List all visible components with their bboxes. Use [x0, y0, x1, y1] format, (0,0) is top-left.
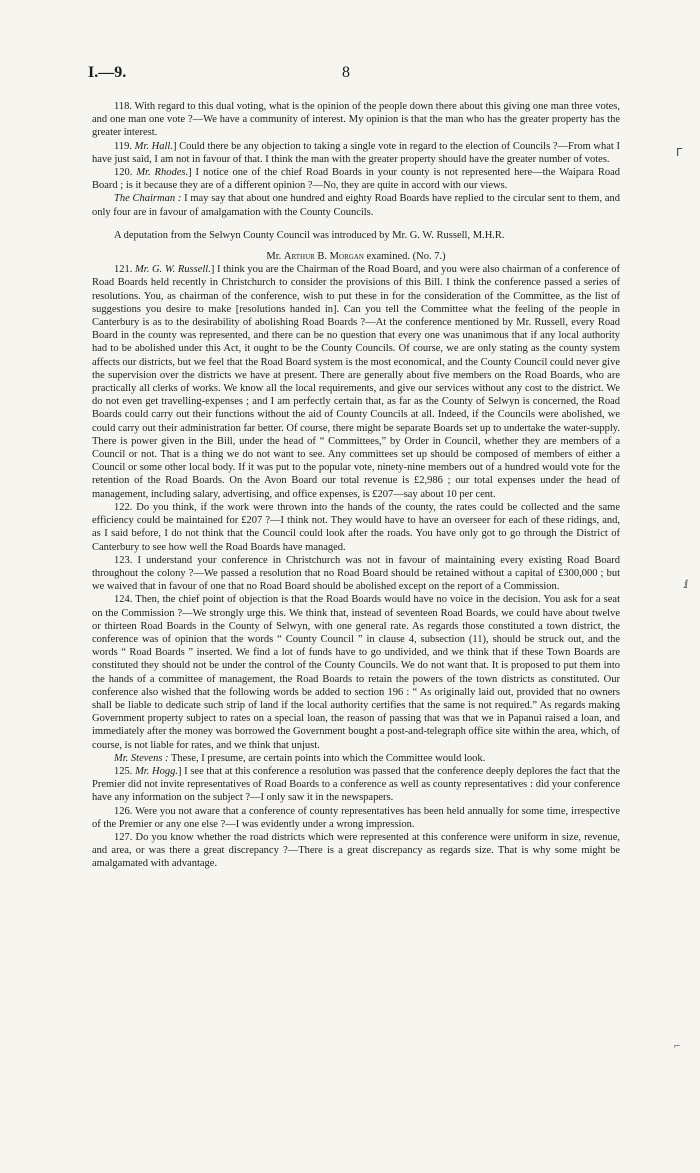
question-118: 118. With regard to this dual voting, what is the opinion of the people down there about this giving one man three votes, and one man one vote ?—We have a community of interest. My opinion is that the man who has the greater property has the greater interest. [92, 101, 620, 139]
margin-mark: ᒥ [676, 147, 683, 159]
question-119: 119. Mr. Hall.] Could there be any objection to taking a single vote in regard to the election of Councils ?—From what I have just said, I am not in favour of that. I think the man with the greater property should have the greater number of votes. [92, 140, 621, 165]
question-123: 123. I understand your conference in Christchurch was not in favour of maintaining every existing Road Board throughout the colony ?—We passed a resolution that no Road Board should be retained without a capital of £300,000 ; but we waived that in favour of one that no Road Board should be abolished except on the report of a Commission. [92, 554, 620, 593]
page-header [88, 64, 620, 86]
question-126: 126. Were you not aware that a conference of county representatives has been held annually for some time, irrespective of the Premier or any one else ?—I was evidently under a wrong impression. [92, 805, 621, 830]
question-124: 124. Then, the chief point of objection is that the Road Boards would have no voice in the decision. You ask for a seat on the Commission ?—We strongly urge this. We think that, instead of seventeen Road Boards, we could have about twelve or thirteen Road Boards in the County of Selwyn, with one general rate. As regards those constituted a town district, the conference was of opinion that the words “ County Council ” in clause 4, subsection (11), should be struck out, and the words “ Road Boards ” inserted. We find a lot of funds have to go undivided, and we think that if these Town Boards are constituted they should not be under the control of the County Councils. We do not want that. It is proposed to put them into the hands of a committee of management, the Road Boards to retain the powers of the town districts as constituted. Our conference also wished that the following words be added to section 196 : “ As originally laid out, provided that no owners shall be liable to dedicate such strip of land if the local authority certifies that the same is not required.” As regards making Government property subject to rates on a special loan, the reason of passing that was that we in Papanui raised a loan, and immediately after the money was borrowed the Government bought a post-and-telegraph office site within the area, which, of course, is not liable for rates, and we think that unjust. [92, 594, 620, 751]
question-127: 127. Do you know whether the road districts which were represented at this conference were uniform in size, revenue, and area, or was there a great discrepancy ?—There is a great discrepancy as regards size. That is why some might be amalgamated with advantage. [92, 831, 621, 870]
page-number: 8 [342, 64, 350, 81]
stevens-remark: Mr. Stevens : These, I presume, are certain points into which the Committee would look. [114, 752, 486, 764]
question-122: 122. Do you think, if the work were thrown into the hands of the county, the rates could be collected and the same efficiency could be maintained for £207 ?—I think not. They would have to have an overseer for each of these ridings, and, as I said before, I do not think that the Council could look after the roads. You have only got to go through the District of Canterbury to see how well the Road Boards have managed. [92, 501, 621, 553]
question-120: 120. Mr. Rhodes.] I notice one of the chief Road Boards in your county is not represented here—the Waipara Road Board ; is it because they are of a different opinion ?—No, they are quite in accord with our views. [92, 167, 621, 192]
page-body [92, 100, 620, 871]
deputation-note: A deputation from the Selwyn County Council was introduced by Mr. G. W. Russell, M.H.R. [114, 229, 505, 241]
witness-heading: Mr. Arthur B. Morgan examined. (No. 7.) [266, 251, 446, 263]
margin-mark: ⅈ [684, 579, 689, 591]
chairman-remark: The Chairman : I may say that about one hundred and eighty Road Boards have replied to the circular sent to them, and only four are in favour of amalgamation with the County Councils. [92, 193, 620, 218]
document-reference: I.—9. [88, 64, 127, 81]
margin-mark: ⌐ [674, 1040, 681, 1052]
question-121: 121. Mr. G. W. Russell.] I think you are the Chairman of the Road Board, and you were also chairman of a conference of Road Boards held recently in Christchurch to consider the provisions of this Bill. I think the conference passed a series of resolutions. You, as chairman of the conference, wish to put these in for the consideration of the Committee, as the list of suggestions you desire to make [resolutions handed in]. Can you tell the Committee what the feeling of the people in Canterbury is as to the desirability of abolishing Road Boards ?—At the conference mentioned by Mr. Russell, every Road Board in the county was represented, and there can be no question that every one was unanimous that if any local authority had to be abolished under this Act, it ought to be the County Councils. Of course, we are only stating as the county system affects our districts, but we feel that the Road Board system is the most economical, and the County Council could never give the supervision over the districts we have at present. There are generally about five members on the Road Boards, who are practically all clerks of works. We know all the local requirements, and give our services without any cost to the district. We do not even get travelling-expenses ; and I am perfectly certain that, as far as the County of Selwyn is concerned, the Road Boards could carry out their functions without the aid of County Councils at all. Indeed, if the Councils were abolished, we could carry out their administration far better. Of course, there might be separate Boards set up to undertake the water-supply. There is power given in the Bill, under the head of “ Committees,” by Order in Council, whether they are members of a Council or not. That is a thing we do not want to see. Any committees set up should be composed of members of either a Council or some other local body. If it was put to the popular vote, ninety-nine members out of a hundred would vote for the retention of the Road Boards. On the Avon Board our total revenue is £2,986 ; our total expenses under the head of management, including salary, advertising, and office expenses, is £207—say about 10 per cent. [92, 264, 621, 500]
question-125: 125. Mr. Hogg.] I see that at this conference a resolution was passed that the conference deeply deplores the fact that the Premier did not invite representatives of Road Boards to a conference as well as county representatives : did your conference have any information on the subject ?—I only saw it in the newspapers. [92, 765, 621, 804]
